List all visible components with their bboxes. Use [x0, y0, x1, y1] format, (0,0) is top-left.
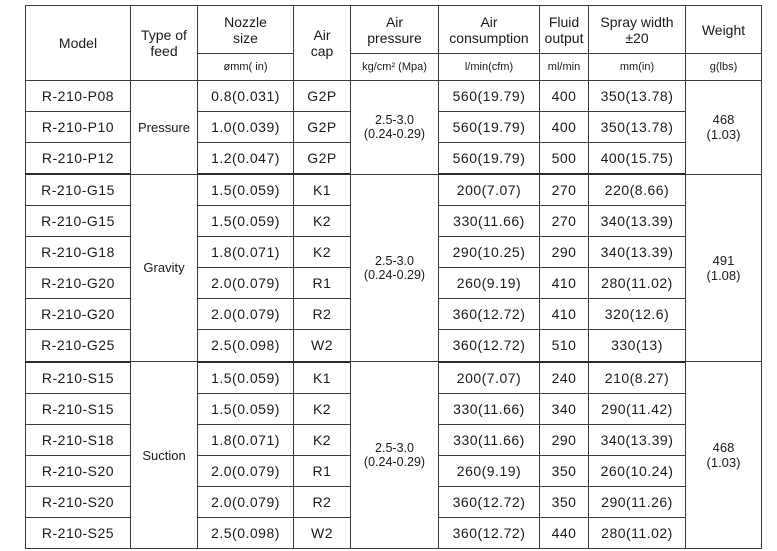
spec-table: [25, 5, 762, 549]
cell-spray: 350(13.78): [589, 81, 686, 112]
cell-spray: 340(13.39): [589, 424, 686, 455]
cell-air-pressure: 2.5-3.0 (0.24-0.29): [351, 81, 439, 175]
cell-fluid: 350: [540, 455, 589, 486]
cell-aircap: W2: [294, 330, 351, 362]
cell-fluid: 500: [540, 143, 589, 175]
cell-model: R-210-S25: [26, 517, 131, 548]
header-fluid-output: Fluid output: [540, 6, 589, 54]
cell-fluid: 400: [540, 81, 589, 112]
header-air-consumption: Air consumption: [439, 6, 540, 54]
cell-model: R-210-P08: [26, 81, 131, 112]
cell-fluid: 270: [540, 174, 589, 206]
header-air-pressure: Air pressure: [351, 6, 439, 54]
header-weight: Weight: [686, 6, 762, 54]
cell-fluid: 290: [540, 424, 589, 455]
unit-pressure: kg/cm² (Mpa): [351, 54, 439, 81]
cell-fluid: 290: [540, 237, 589, 268]
cell-spray: 290(11.42): [589, 393, 686, 424]
table-row: [26, 362, 762, 394]
cell-model: R-210-S20: [26, 486, 131, 517]
cell-fluid: 350: [540, 486, 589, 517]
cell-nozzle: 2.0(0.079): [198, 486, 294, 517]
cell-nozzle: 2.0(0.079): [198, 299, 294, 330]
cell-consumption: 560(19.79): [439, 112, 540, 143]
cell-nozzle: 1.5(0.059): [198, 362, 294, 394]
cell-nozzle: 1.8(0.071): [198, 424, 294, 455]
cell-model: R-210-S15: [26, 393, 131, 424]
cell-aircap: G2P: [294, 112, 351, 143]
cell-aircap: R1: [294, 268, 351, 299]
cell-spray: 340(13.39): [589, 237, 686, 268]
cell-aircap: G2P: [294, 143, 351, 175]
cell-consumption: 360(12.72): [439, 517, 540, 548]
cell-model: R-210-S15: [26, 362, 131, 394]
cell-model: R-210-P10: [26, 112, 131, 143]
cell-nozzle: 1.2(0.047): [198, 143, 294, 175]
cell-aircap: W2: [294, 517, 351, 548]
header-spray-width: Spray width ±20: [589, 6, 686, 54]
cell-fluid: 240: [540, 362, 589, 394]
unit-spray: mm(in): [589, 54, 686, 81]
cell-fluid: 270: [540, 206, 589, 237]
cell-aircap: K1: [294, 174, 351, 206]
cell-weight: 468 (1.03): [686, 81, 762, 175]
cell-feed-type: Pressure: [131, 81, 198, 175]
cell-consumption: 290(10.25): [439, 237, 540, 268]
cell-model: R-210-G18: [26, 237, 131, 268]
cell-nozzle: 2.0(0.079): [198, 455, 294, 486]
unit-fluid: ml/min: [540, 54, 589, 81]
cell-aircap: R1: [294, 455, 351, 486]
cell-spray: 280(11.02): [589, 268, 686, 299]
cell-aircap: R2: [294, 299, 351, 330]
cell-aircap: K2: [294, 393, 351, 424]
cell-model: R-210-S20: [26, 455, 131, 486]
cell-air-pressure: 2.5-3.0 (0.24-0.29): [351, 362, 439, 549]
cell-nozzle: 1.5(0.059): [198, 174, 294, 206]
cell-aircap: K2: [294, 237, 351, 268]
cell-model: R-210-G25: [26, 330, 131, 362]
cell-fluid: 410: [540, 299, 589, 330]
cell-consumption: 330(11.66): [439, 424, 540, 455]
cell-nozzle: 2.5(0.098): [198, 330, 294, 362]
cell-model: R-210-G20: [26, 268, 131, 299]
cell-consumption: 560(19.79): [439, 81, 540, 112]
cell-feed-type: Gravity: [131, 174, 198, 361]
cell-fluid: 440: [540, 517, 589, 548]
cell-consumption: 360(12.72): [439, 330, 540, 362]
cell-aircap: K2: [294, 424, 351, 455]
unit-weight: g(lbs): [686, 54, 762, 81]
cell-nozzle: 1.5(0.059): [198, 206, 294, 237]
cell-nozzle: 0.8(0.031): [198, 81, 294, 112]
unit-consumption: l/min(cfm): [439, 54, 540, 81]
cell-model: R-210-S18: [26, 424, 131, 455]
cell-aircap: K1: [294, 362, 351, 394]
cell-aircap: G2P: [294, 81, 351, 112]
header-nozzle-size: Nozzle size: [198, 6, 294, 54]
cell-spray: 400(15.75): [589, 143, 686, 175]
cell-nozzle: 2.5(0.098): [198, 517, 294, 548]
cell-consumption: 200(7.07): [439, 174, 540, 206]
cell-fluid: 410: [540, 268, 589, 299]
cell-spray: 340(13.39): [589, 206, 686, 237]
cell-consumption: 260(9.19): [439, 268, 540, 299]
cell-air-pressure: 2.5-3.0 (0.24-0.29): [351, 174, 439, 361]
cell-spray: 290(11.26): [589, 486, 686, 517]
cell-spray: 220(8.66): [589, 174, 686, 206]
cell-consumption: 360(12.72): [439, 299, 540, 330]
cell-nozzle: 1.8(0.071): [198, 237, 294, 268]
cell-spray: 280(11.02): [589, 517, 686, 548]
cell-aircap: R2: [294, 486, 351, 517]
cell-nozzle: 1.0(0.039): [198, 112, 294, 143]
cell-fluid: 510: [540, 330, 589, 362]
cell-nozzle: 2.0(0.079): [198, 268, 294, 299]
cell-spray: 320(12.6): [589, 299, 686, 330]
header-air-cap: Air cap: [294, 6, 351, 81]
header-type-of-feed: Type of feed: [131, 6, 198, 81]
table-body: [26, 81, 762, 549]
cell-consumption: 560(19.79): [439, 143, 540, 175]
cell-fluid: 340: [540, 393, 589, 424]
cell-spray: 330(13): [589, 330, 686, 362]
header-model: Model: [26, 6, 131, 81]
cell-weight: 468 (1.03): [686, 362, 762, 549]
cell-consumption: 260(9.19): [439, 455, 540, 486]
cell-spray: 350(13.78): [589, 112, 686, 143]
cell-feed-type: Suction: [131, 362, 198, 549]
table-row: [26, 174, 762, 206]
table-row: [26, 81, 762, 112]
cell-model: R-210-G15: [26, 206, 131, 237]
cell-fluid: 400: [540, 112, 589, 143]
cell-model: R-210-G20: [26, 299, 131, 330]
cell-model: R-210-P12: [26, 143, 131, 175]
cell-aircap: K2: [294, 206, 351, 237]
cell-consumption: 330(11.66): [439, 393, 540, 424]
cell-spray: 260(10.24): [589, 455, 686, 486]
cell-consumption: 200(7.07): [439, 362, 540, 394]
unit-nozzle: ømm( in): [198, 54, 294, 81]
cell-weight: 491 (1.08): [686, 174, 762, 361]
header-row: [26, 6, 762, 54]
cell-spray: 210(8.27): [589, 362, 686, 394]
cell-consumption: 360(12.72): [439, 486, 540, 517]
cell-consumption: 330(11.66): [439, 206, 540, 237]
cell-nozzle: 1.5(0.059): [198, 393, 294, 424]
cell-model: R-210-G15: [26, 174, 131, 206]
